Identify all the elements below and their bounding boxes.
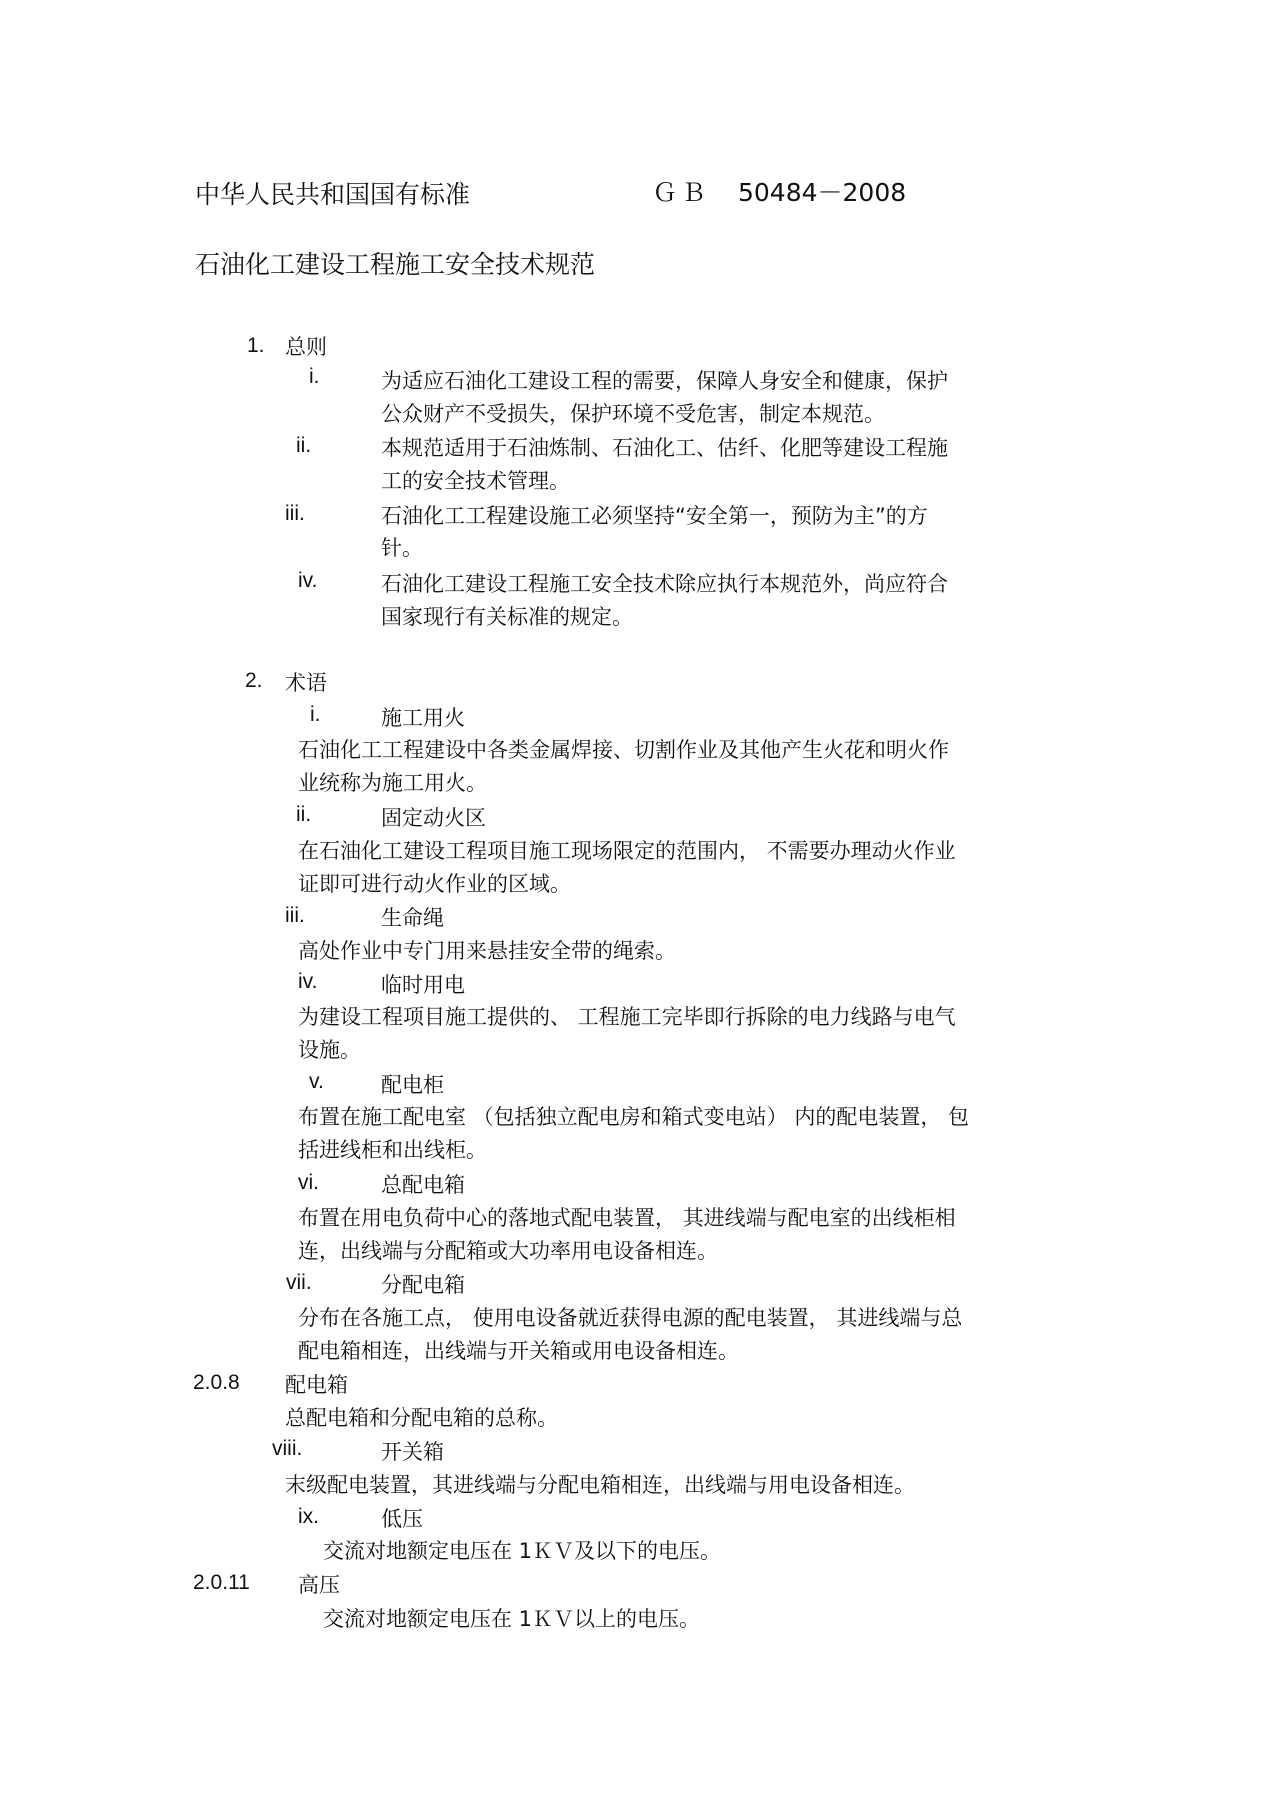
section-number: 1. bbox=[247, 334, 265, 357]
section-number: 2. bbox=[245, 669, 263, 692]
term-title: 分配电箱 bbox=[381, 1273, 465, 1297]
term-definition-line: 配电箱相连，出线端与开关箱或用电设备相连。 bbox=[298, 1339, 739, 1363]
term-title: 配电箱 bbox=[285, 1373, 348, 1397]
term-number: iv. bbox=[298, 970, 318, 993]
item-text-line: 针。 bbox=[381, 536, 423, 560]
item-number: i. bbox=[309, 365, 320, 388]
term-title: 高压 bbox=[298, 1573, 340, 1597]
term-title: 生命绳 bbox=[381, 906, 444, 930]
term-title: 临时用电 bbox=[381, 973, 465, 997]
term-definition-line: 分布在各施工点， 使用电设备就近获得电源的配电装置， 其进线端与总 bbox=[298, 1306, 963, 1330]
term-number: i. bbox=[310, 703, 321, 726]
term-definition-line: 末级配电装置，其进线端与分配电箱相连，出线端与用电设备相连。 bbox=[285, 1473, 915, 1497]
item-number: iv. bbox=[298, 569, 318, 592]
section-title: 术语 bbox=[285, 671, 327, 695]
term-definition-line: 为建设工程项目施工提供的、 工程施工完毕即行拆除的电力线路与电气 bbox=[298, 1005, 956, 1029]
item-text-line: 为适应石油化工建设工程的需要，保障人身安全和健康，保护 bbox=[381, 369, 948, 393]
term-title: 施工用火 bbox=[381, 706, 465, 730]
term-definition-line: 业统称为施工用火。 bbox=[298, 771, 487, 795]
section-title: 总则 bbox=[285, 335, 327, 359]
term-definition-line: 交流对地额定电压在 1ＫＶ以上的电压。 bbox=[323, 1607, 701, 1631]
item-text-line: 本规范适用于石油炼制、石油化工、估纤、化肥等建设工程施 bbox=[381, 436, 948, 460]
term-number: viii. bbox=[272, 1437, 303, 1460]
term-number: ii. bbox=[296, 803, 312, 826]
term-title: 配电柜 bbox=[381, 1073, 444, 1097]
term-definition-line: 布置在用电负荷中心的落地式配电装置， 其进线端与配电室的出线柜相 bbox=[298, 1206, 956, 1230]
term-number: 2.0.8 bbox=[193, 1371, 240, 1394]
standard-code-prefix: ＧＢ bbox=[652, 178, 711, 207]
item-text-line: 国家现行有关标准的规定。 bbox=[381, 605, 633, 629]
term-number: 2.0.11 bbox=[193, 1571, 250, 1594]
term-number: vi. bbox=[298, 1171, 319, 1194]
term-number: v. bbox=[309, 1070, 324, 1093]
item-text-line: 石油化工工程建设施工必须坚持“安全第一，预防为主”的方 bbox=[381, 504, 928, 528]
term-definition-line: 交流对地额定电压在 1ＫＶ及以下的电压。 bbox=[323, 1539, 722, 1563]
term-definition-line: 布置在施工配电室 （包括独立配电房和箱式变电站） 内的配电装置， 包 bbox=[298, 1105, 970, 1129]
term-definition-line: 括进线柜和出线柜。 bbox=[298, 1138, 487, 1162]
term-definition-line: 高处作业中专门用来悬挂安全带的绳索。 bbox=[298, 939, 676, 963]
standard-code-number: 50484－2008 bbox=[738, 178, 907, 207]
term-title: 低压 bbox=[381, 1507, 423, 1531]
standard-org: 中华人民共和国国有标准 bbox=[195, 180, 471, 209]
item-number: ii. bbox=[296, 434, 312, 457]
item-text-line: 石油化工建设工程施工安全技术除应执行本规范外，尚应符合 bbox=[381, 572, 948, 596]
term-definition-line: 证即可进行动火作业的区域。 bbox=[298, 872, 571, 896]
term-number: ix. bbox=[298, 1505, 319, 1528]
document-title: 石油化工建设工程施工安全技术规范 bbox=[195, 250, 596, 279]
term-number: vii. bbox=[286, 1271, 312, 1294]
item-text-line: 公众财产不受损失，保护环境不受危害，制定本规范。 bbox=[381, 402, 885, 426]
term-definition-line: 在石油化工建设工程项目施工现场限定的范围内， 不需要办理动火作业 bbox=[298, 839, 956, 863]
term-title: 开关箱 bbox=[381, 1440, 444, 1464]
item-number: iii. bbox=[285, 502, 305, 525]
term-definition-line: 总配电箱和分配电箱的总称。 bbox=[285, 1406, 558, 1430]
term-definition-line: 连，出线端与分配箱或大功率用电设备相连。 bbox=[298, 1239, 718, 1263]
term-title: 总配电箱 bbox=[381, 1173, 465, 1197]
term-definition-line: 石油化工工程建设中各类金属焊接、切割作业及其他产生火花和明火作 bbox=[298, 738, 949, 762]
term-number: iii. bbox=[285, 904, 305, 927]
item-text-line: 工的安全技术管理。 bbox=[381, 469, 570, 493]
term-definition-line: 设施。 bbox=[298, 1038, 361, 1062]
term-title: 固定动火区 bbox=[381, 806, 486, 830]
